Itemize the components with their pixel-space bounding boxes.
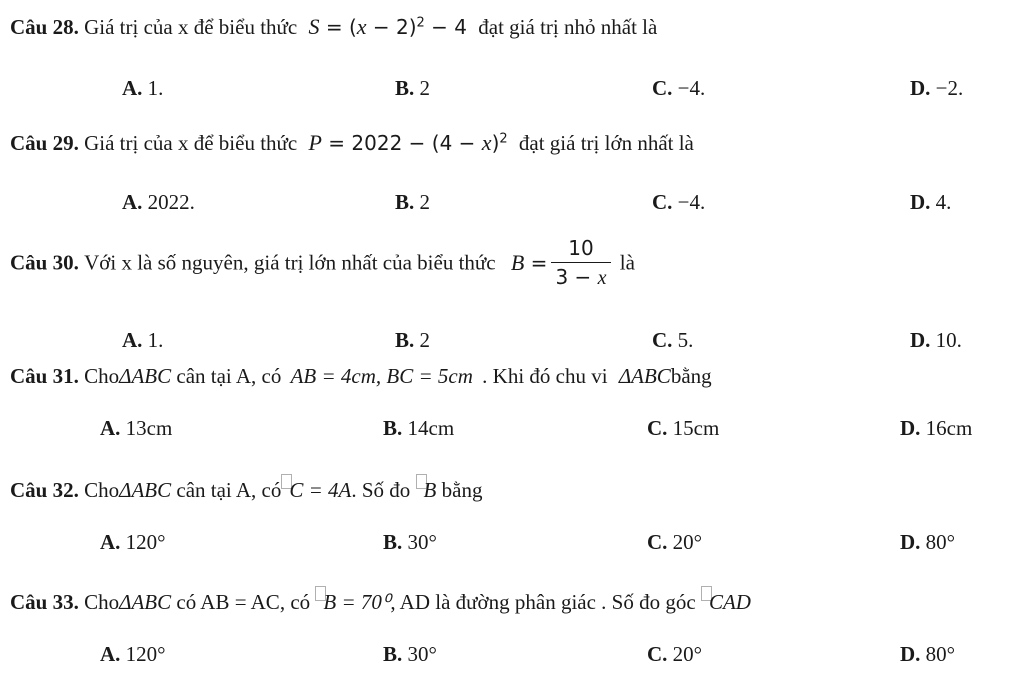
option-a[interactable] <box>100 530 166 555</box>
option-value: 2 <box>419 190 431 214</box>
option-d[interactable] <box>910 76 963 101</box>
option-value: 2 <box>419 328 431 352</box>
formula: $P = 2022 - (4 - x)^2$ <box>308 130 508 155</box>
option-b[interactable] <box>395 76 430 101</box>
option-value: 30° <box>407 642 437 666</box>
question-text: Cho <box>84 590 120 614</box>
question-text-mid: có AB = AC, có <box>176 590 311 614</box>
question-text-after: . Khi đó chu vi <box>482 364 608 388</box>
option-letter: C. <box>647 642 668 666</box>
question-text-end: bằng <box>441 478 483 502</box>
option-b[interactable] <box>383 530 437 555</box>
option-value: 80° <box>925 642 956 666</box>
question-33 <box>10 586 751 615</box>
question-label: Câu 28. <box>10 15 79 39</box>
option-letter: B. <box>395 76 415 100</box>
angle-variable: B <box>423 478 437 502</box>
option-c[interactable] <box>647 530 702 555</box>
question-label: Câu 31. <box>10 364 79 388</box>
option-letter: D. <box>910 328 931 352</box>
option-letter: D. <box>900 416 921 440</box>
option-letter: C. <box>652 328 673 352</box>
question-label: Câu 32. <box>10 478 79 502</box>
angle-variable: CAD <box>708 590 751 614</box>
question-text-mid: cân tại A, có <box>176 364 282 388</box>
option-value: 1. <box>147 328 164 352</box>
question-31 <box>10 364 712 389</box>
question-text-end: bằng <box>670 364 712 388</box>
option-letter: D. <box>900 642 921 666</box>
fraction-denominator: 3 − x <box>555 265 607 289</box>
question-text: Cho <box>84 364 120 388</box>
question-text-after: đạt giá trị nhỏ nhất là <box>478 15 658 39</box>
option-value: 20° <box>672 642 703 666</box>
question-text: Cho <box>84 478 120 502</box>
option-value: 10. <box>935 328 962 352</box>
option-letter: A. <box>122 76 143 100</box>
option-letter: C. <box>652 76 673 100</box>
option-letter: A. <box>100 642 121 666</box>
option-letter: D. <box>900 530 921 554</box>
question-text-mid: cân tại A, có <box>176 478 282 502</box>
option-a[interactable] <box>122 328 163 353</box>
option-value: 20° <box>672 530 703 554</box>
option-letter: A. <box>122 190 143 214</box>
option-letter: A. <box>100 416 121 440</box>
option-letter: D. <box>910 76 931 100</box>
option-value: 16cm <box>925 416 973 440</box>
question-text-after: là <box>619 250 635 275</box>
option-value: 120° <box>125 642 166 666</box>
triangle-symbol: ΔABC <box>618 364 671 388</box>
option-value: −4. <box>677 76 706 100</box>
question-text: Với x là số nguyên, giá trị lớn nhất của biểu thức <box>84 250 496 275</box>
option-b[interactable] <box>395 190 430 215</box>
formula-lhs: B = <box>510 250 548 275</box>
question-label: Câu 29. <box>10 131 79 155</box>
option-value: 4. <box>935 190 952 214</box>
option-value: 5. <box>677 328 694 352</box>
fraction <box>551 236 610 290</box>
formula: C = 4A <box>289 478 352 502</box>
option-value: 1. <box>147 76 164 100</box>
question-text: Giá trị của x để biểu thức <box>84 15 298 39</box>
option-c[interactable] <box>652 76 705 101</box>
triangle-symbol: ΔABC <box>119 364 172 388</box>
triangle-symbol: ΔABC <box>119 590 172 614</box>
option-b[interactable] <box>383 642 437 667</box>
option-letter: B. <box>383 530 403 554</box>
question-text-after: . Số đo <box>351 478 411 502</box>
option-letter: A. <box>122 328 143 352</box>
option-d[interactable] <box>910 328 962 353</box>
question-30 <box>10 236 635 290</box>
option-a[interactable] <box>100 642 166 667</box>
question-text: Giá trị của x để biểu thức <box>84 131 298 155</box>
option-d[interactable] <box>900 530 955 555</box>
option-value: 30° <box>407 530 437 554</box>
option-c[interactable] <box>647 642 702 667</box>
question-text-after: đạt giá trị lớn nhất là <box>518 131 694 155</box>
option-value: 15cm <box>672 416 720 440</box>
option-value: 14cm <box>407 416 455 440</box>
option-letter: B. <box>383 416 403 440</box>
option-d[interactable] <box>900 642 955 667</box>
formula: AB = 4cm, BC = 5cm <box>290 364 473 388</box>
option-value: 2 <box>419 76 431 100</box>
fraction-numerator: 10 <box>551 236 610 263</box>
question-29 <box>10 130 694 156</box>
option-value: 2022. <box>147 190 195 214</box>
option-c[interactable] <box>652 190 705 215</box>
option-value: −4. <box>677 190 706 214</box>
question-32 <box>10 474 482 503</box>
option-value: 13cm <box>125 416 173 440</box>
option-letter: B. <box>395 190 415 214</box>
option-letter: B. <box>395 328 415 352</box>
triangle-symbol: ΔABC <box>119 478 172 502</box>
option-d[interactable] <box>900 416 972 441</box>
option-letter: A. <box>100 530 121 554</box>
option-value: −2. <box>935 76 964 100</box>
question-text-after: , AD là đường phân giác . Số đo góc <box>390 590 696 614</box>
option-value: 80° <box>925 530 956 554</box>
option-letter: C. <box>652 190 673 214</box>
question-28 <box>10 14 657 40</box>
option-letter: D. <box>910 190 931 214</box>
option-d[interactable] <box>910 190 951 215</box>
option-a[interactable] <box>122 190 195 215</box>
formula: $S = (x - 2)^2 - 4$ <box>308 14 468 39</box>
option-c[interactable] <box>652 328 693 353</box>
option-letter: C. <box>647 530 668 554</box>
option-a[interactable] <box>122 76 163 101</box>
option-c[interactable] <box>647 416 719 441</box>
option-a[interactable] <box>100 416 172 441</box>
option-value: 120° <box>125 530 166 554</box>
formula: B = 70⁰ <box>323 590 391 614</box>
option-letter: C. <box>647 416 668 440</box>
question-label: Câu 33. <box>10 590 79 614</box>
question-label: Câu 30. <box>10 250 79 275</box>
option-b[interactable] <box>383 416 454 441</box>
option-b[interactable] <box>395 328 430 353</box>
option-letter: B. <box>383 642 403 666</box>
